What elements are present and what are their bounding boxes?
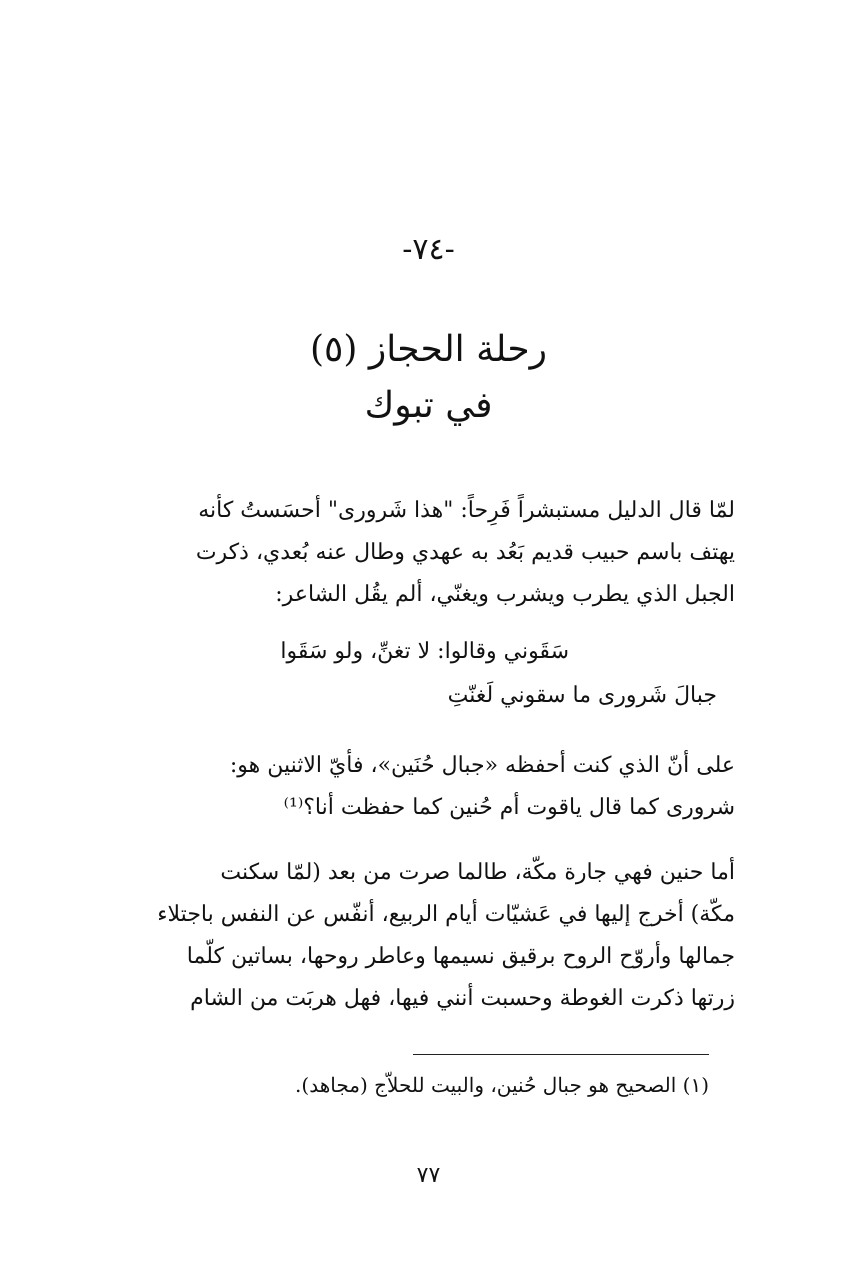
chapter-title	[0, 322, 857, 434]
paragraph-line: مكّة) أخرج إليها في عَشيّات أيام الربيع، أنفّس عن النفس باجتلاء	[157, 902, 735, 927]
paragraph-line: شروری كما قال ياقوت أم حُنين كما حفظت أنا؟⁽¹⁾	[283, 795, 735, 820]
poem-verse-block	[177, 630, 717, 718]
poem-verse-2: جبالَ شَروری ما سقوني لَغنّتِ	[447, 683, 717, 708]
chapter-title-line-2: في تبوك	[364, 385, 493, 426]
paragraph-3	[121, 852, 735, 1020]
paragraph-line: زرتها ذكرت الغوطة وحسبت أنني فيها، فهل هربَت من الشام	[190, 986, 735, 1011]
page-number: ٧٧	[416, 1163, 441, 1188]
paragraph-line: لمّا قال الدليل مستبشراً فَرِحاً: "هذا شَروری" أحسَستُ كأنه	[198, 498, 735, 523]
footnote: (١) الصحيح هو جبال حُنين، والبيت للحلاّج (مجاهد).	[295, 1073, 709, 1097]
paragraph-2	[121, 745, 735, 829]
paragraph-line: جمالها وأروّح الروح برقيق نسيمها وعاطر روحها، بساتين كلّما	[186, 944, 735, 969]
chapter-number: -٧٤-	[402, 232, 455, 267]
paragraph-line: أما حنين فهي جارة مكّة، طالما صرت من بعد (لمّا سكنت	[220, 860, 735, 885]
paragraph-line: على أنّ الذي كنت أحفظه «جبال حُنَين»، فأيّ الاثنين هو:	[229, 753, 735, 778]
paragraph-line: يهتف باسم حبيب قديم بَعُد به عهدي وطال عنه بُعدي، ذكرت	[195, 540, 735, 565]
footnote-divider	[413, 1054, 709, 1055]
poem-verse-1: سَقَوني وقالوا: لا تغنِّ، ولو سَقَوا	[280, 639, 569, 664]
chapter-title-line-1: رحلة الحجاز (٥)	[310, 329, 547, 370]
paragraph-line: الجبل الذي يطرب ويشرب ويغنّي، ألم يقُل الشاعر:	[275, 582, 735, 607]
paragraph-1	[121, 490, 735, 616]
